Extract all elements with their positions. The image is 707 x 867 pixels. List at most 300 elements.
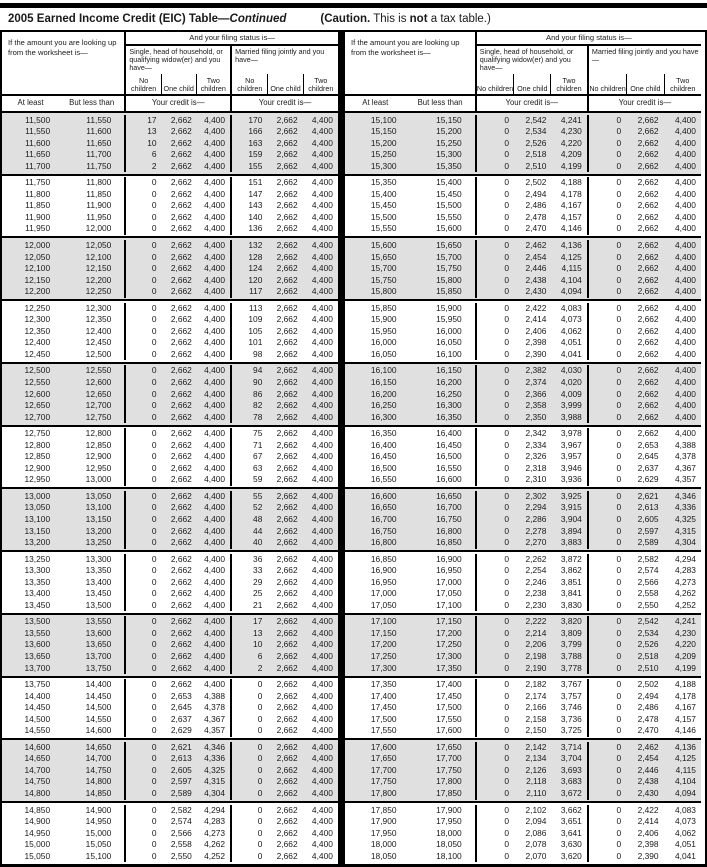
married-two-children-credit: 4,400	[311, 137, 333, 148]
caution-text2: a tax table.)	[427, 13, 491, 25]
single-two-children-credit: 4,400	[197, 349, 232, 361]
single-two-children-credit: 4,051	[551, 337, 588, 349]
but-less-than-value: 12,500	[59, 349, 126, 361]
but-less-than-value: 17,100	[406, 600, 477, 612]
married-one-child-credit: 2,662	[276, 753, 298, 764]
married-no-children-credit: 0	[616, 451, 622, 462]
single-one-child-credit: 2,662	[170, 114, 192, 125]
single-one-child-credit: 2,214	[525, 627, 547, 638]
married-two-children-credit: 4,400	[311, 850, 333, 861]
but-less-than-value: 13,500	[59, 600, 126, 612]
single-one-child-credit: 2,102	[525, 804, 547, 815]
single-two-children-credit: 3,799	[551, 639, 588, 651]
married-two-children-credit: 4,125	[674, 753, 696, 764]
married-two-children-credit: 4,400	[311, 411, 333, 422]
married-no-children-credit: 0	[257, 839, 263, 850]
married-no-children-credit: 136	[248, 223, 263, 234]
single-two-children-credit: 4,357	[197, 725, 232, 737]
single-no-children-credit: 0	[504, 599, 510, 610]
single-one-child-credit: 2,662	[170, 588, 192, 599]
at-least-value: 16,800	[370, 537, 397, 548]
married-two-children-credit: 4,400	[311, 251, 333, 262]
single-no-children-credit: 0	[504, 325, 510, 336]
single-two-children-credit: 4,146	[551, 223, 588, 235]
married-two-children-credit: 4,400	[674, 286, 696, 297]
married-two-children-credit: 4,136	[674, 741, 696, 752]
single-two-children-credit: 4,400	[197, 126, 232, 138]
married-one-child-credit: 2,662	[276, 274, 298, 285]
married-no-children-credit: 0	[616, 576, 622, 587]
right-subheader-row	[345, 94, 701, 113]
but-less-than-header: But less than	[59, 96, 126, 111]
but-less-than-value: 15,900	[406, 303, 477, 315]
single-no-children-credit: 0	[504, 263, 510, 274]
row-group	[2, 174, 338, 237]
table-row	[2, 742, 338, 754]
single-two-children-credit: 4,400	[197, 600, 232, 612]
single-two-children-credit: 3,820	[551, 616, 588, 628]
table-row	[345, 839, 701, 851]
single-two-children-credit: 4,125	[551, 252, 588, 264]
single-one-child-credit: 2,254	[525, 565, 547, 576]
single-two-children-credit: 4,400	[197, 565, 232, 577]
married-two-children-credit: 4,400	[674, 223, 696, 234]
but-less-than-value: 15,150	[406, 115, 477, 127]
married-one-child-credit: 2,662	[276, 177, 298, 188]
left-subheader-row	[2, 94, 338, 113]
at-least-value: 13,750	[24, 679, 51, 690]
single-two-children-credit: 4,157	[551, 212, 588, 224]
married-one-child-credit: 2,662	[276, 348, 298, 359]
married-no-children-credit: 132	[248, 239, 263, 250]
col-header-two-children: Two children	[196, 74, 231, 94]
table-row	[2, 577, 338, 589]
but-less-than-value: 17,400	[406, 679, 477, 691]
married-one-child-credit: 2,398	[637, 839, 659, 850]
married-one-child-credit: 2,662	[276, 137, 298, 148]
at-least-value: 12,750	[24, 428, 51, 439]
married-no-children-credit: 113	[249, 302, 263, 313]
at-least-value: 12,600	[24, 388, 51, 399]
married-subcolumns	[232, 74, 338, 94]
single-no-children-credit: 0	[151, 713, 157, 724]
single-one-child-credit: 2,118	[526, 776, 547, 787]
at-least-value: 17,700	[370, 764, 397, 775]
married-two-children-credit: 4,400	[674, 400, 696, 411]
married-one-child-credit: 2,662	[637, 302, 659, 313]
single-two-children-credit: 3,778	[551, 663, 588, 675]
single-no-children-credit: 0	[151, 725, 157, 736]
at-least-value: 13,450	[24, 599, 51, 610]
single-one-child-credit: 2,662	[170, 639, 192, 650]
single-no-children-credit: 0	[504, 137, 510, 148]
at-least-value: 16,750	[370, 525, 397, 536]
table-row	[345, 765, 701, 777]
single-one-child-credit: 2,190	[525, 662, 547, 673]
single-desc: Single, head of household, or qualifying widow(er) and you have—	[129, 47, 223, 73]
single-one-child-credit: 2,662	[170, 388, 192, 399]
single-two-children-credit: 4,009	[551, 389, 588, 401]
married-no-children-credit: 13	[253, 627, 263, 638]
table-row	[345, 828, 701, 840]
married-two-children-credit: 4,400	[674, 428, 696, 439]
single-no-children-credit: 0	[151, 348, 157, 359]
married-two-children-credit: 4,400	[674, 177, 696, 188]
married-one-child-credit: 2,662	[276, 411, 298, 422]
married-two-children-credit: 4,400	[311, 160, 333, 171]
single-two-children-credit: 3,714	[551, 742, 588, 754]
single-no-children-credit: 0	[504, 114, 510, 125]
single-no-children-credit: 0	[151, 263, 157, 274]
single-two-children-credit: 3,641	[551, 828, 588, 840]
filing-groups	[126, 46, 338, 94]
married-one-child-credit: 2,662	[276, 451, 298, 462]
single-two-children-credit: 4,400	[197, 337, 232, 349]
at-least-value: 12,950	[24, 474, 51, 485]
at-least-value: 12,100	[24, 263, 51, 274]
married-two-children-credit: 4,400	[311, 302, 333, 313]
at-least-value: 17,950	[370, 827, 397, 838]
single-two-children-credit: 3,746	[551, 702, 588, 714]
single-no-children-credit: 0	[151, 753, 157, 764]
table-row	[2, 314, 338, 326]
table-row	[345, 691, 701, 703]
at-least-value: 16,450	[370, 451, 397, 462]
table-row	[345, 526, 701, 538]
married-no-children-credit: 0	[616, 679, 622, 690]
single-one-child-credit: 2,662	[170, 149, 192, 160]
single-two-children-credit: 3,788	[551, 651, 588, 663]
single-two-children-credit: 4,400	[197, 389, 232, 401]
single-one-child-credit: 2,390	[525, 348, 547, 359]
married-no-children-credit: 140	[248, 211, 263, 222]
at-least-value: 16,700	[370, 514, 397, 524]
but-less-than-value: 16,950	[406, 565, 477, 577]
but-less-than-value: 17,850	[406, 788, 477, 800]
married-no-children-credit: 33	[253, 565, 263, 576]
single-two-children-credit: 4,400	[197, 451, 232, 463]
col-header-one-child: One child	[161, 74, 196, 94]
married-one-child-credit: 2,662	[637, 274, 659, 285]
but-less-than-value: 13,450	[59, 588, 126, 600]
single-one-child-credit: 2,174	[525, 690, 547, 701]
left-table-body	[2, 113, 338, 864]
but-less-than-value: 16,200	[406, 377, 477, 389]
table-row	[2, 400, 338, 412]
table-row	[345, 577, 701, 589]
table-row	[345, 663, 701, 675]
single-one-child-credit: 2,662	[170, 177, 192, 188]
married-two-children-credit: 4,400	[311, 639, 333, 650]
married-one-child-credit: 2,534	[637, 627, 659, 638]
single-two-children-credit: 4,400	[197, 663, 232, 675]
lookup-amount-header: If the amount you are looking up from the worksheet is—	[345, 32, 477, 94]
but-less-than-value: 16,100	[406, 349, 477, 361]
single-two-children-credit: 3,904	[551, 514, 588, 526]
married-two-children-credit: 4,400	[311, 502, 333, 513]
married-one-child-credit: 2,662	[276, 302, 298, 313]
married-one-child-credit: 2,558	[637, 588, 659, 599]
married-two-children-credit: 4,400	[674, 263, 696, 274]
married-one-child-credit: 2,662	[276, 239, 298, 250]
single-two-children-credit: 3,841	[551, 588, 588, 600]
single-no-children-credit: 0	[151, 576, 157, 587]
married-one-child-credit: 2,662	[637, 337, 659, 348]
single-one-child-credit: 2,662	[170, 365, 192, 376]
single-no-children-credit: 0	[151, 337, 157, 348]
but-less-than-value: 15,500	[406, 200, 477, 212]
married-no-children-credit: 0	[257, 816, 263, 827]
married-no-children-credit: 59	[253, 474, 263, 485]
married-two-children-credit: 4,400	[674, 302, 696, 313]
married-two-children-credit: 4,400	[674, 274, 696, 285]
single-two-children-credit: 4,400	[197, 314, 232, 326]
table-row	[345, 788, 701, 800]
but-less-than-header: But less than	[406, 96, 477, 111]
married-no-children-credit: 0	[616, 827, 622, 838]
at-least-value: 12,450	[24, 348, 51, 359]
married-no-children-credit: 155	[248, 160, 263, 171]
table-row	[345, 161, 701, 173]
but-less-than-value: 14,500	[59, 702, 126, 714]
married-one-child-credit: 2,662	[276, 776, 298, 787]
at-least-value: 16,050	[370, 348, 397, 359]
col-header-two-children: Two children	[550, 74, 587, 94]
table-row	[345, 502, 701, 514]
at-least-value: 12,000	[24, 239, 51, 250]
but-less-than-value: 17,300	[406, 651, 477, 663]
married-no-children-credit: 0	[257, 679, 263, 690]
at-least-value: 15,350	[370, 177, 397, 188]
table-row	[345, 440, 701, 452]
single-no-children-credit: 17	[147, 114, 157, 125]
table-row	[345, 303, 701, 315]
table-row	[2, 526, 338, 538]
single-no-children-credit: 0	[151, 788, 157, 799]
married-one-child-credit: 2,662	[276, 337, 298, 348]
table-row	[345, 491, 701, 503]
but-less-than-value: 15,750	[406, 263, 477, 275]
at-least-value: 16,000	[370, 337, 397, 348]
title-bar	[0, 3, 707, 32]
married-two-children-credit: 4,400	[311, 400, 333, 411]
at-least-value: 15,200	[370, 137, 397, 148]
single-no-children-credit: 0	[151, 365, 157, 376]
but-less-than-value: 11,550	[59, 115, 126, 127]
at-least-value: 17,600	[370, 741, 397, 752]
single-one-child-credit: 2,662	[170, 627, 192, 638]
at-least-value: 13,400	[24, 588, 51, 599]
married-two-children-credit: 4,400	[311, 239, 333, 250]
single-one-child-credit: 2,662	[170, 514, 192, 524]
married-no-children-credit: 2	[257, 662, 263, 673]
single-one-child-credit: 2,662	[170, 376, 192, 387]
married-no-children-credit: 0	[616, 239, 622, 250]
but-less-than-value: 16,800	[406, 526, 477, 538]
table-row	[345, 651, 701, 663]
married-two-children-credit: 4,400	[311, 325, 333, 336]
page-title-text: 2005 Earned Income Credit (EIC) Table—	[8, 13, 230, 25]
table-row	[345, 816, 701, 828]
single-one-child-credit: 2,629	[170, 725, 192, 736]
married-two-children-credit: 4,400	[311, 553, 333, 564]
married-no-children-credit: 0	[616, 149, 622, 160]
col-header-no-children: No children	[476, 84, 514, 93]
at-least-value: 15,250	[370, 149, 397, 160]
single-no-children-credit: 0	[504, 400, 510, 411]
married-one-child-credit: 2,662	[276, 388, 298, 399]
single-two-children-credit: 4,400	[197, 223, 232, 235]
married-one-child-credit: 2,662	[276, 263, 298, 274]
single-two-children-credit: 3,999	[551, 400, 588, 412]
single-no-children-credit: 13	[147, 126, 157, 137]
single-no-children-credit: 0	[504, 627, 510, 638]
single-no-children-credit: 0	[151, 302, 157, 313]
married-one-child-credit: 2,662	[276, 741, 298, 752]
married-one-child-credit: 2,653	[637, 439, 659, 450]
single-one-child-credit: 2,358	[525, 400, 547, 411]
married-one-child-credit: 2,662	[276, 525, 298, 536]
at-least-value: 15,650	[370, 251, 397, 262]
married-no-children-credit: 0	[616, 337, 622, 348]
married-two-children-credit: 4,400	[311, 514, 333, 524]
married-one-child-credit: 2,662	[276, 788, 298, 799]
but-less-than-value: 11,900	[59, 200, 126, 212]
married-two-children-credit: 4,400	[311, 462, 333, 473]
but-less-than-value: 15,600	[406, 223, 477, 235]
married-no-children-credit: 128	[248, 251, 263, 262]
single-one-child-credit: 2,662	[170, 553, 192, 564]
at-least-value: 11,950	[25, 223, 51, 234]
caution-note	[320, 13, 490, 25]
at-least-value: 17,500	[370, 713, 397, 724]
single-no-children-credit: 0	[151, 274, 157, 285]
table-row	[345, 474, 701, 486]
married-one-child-credit: 2,662	[276, 576, 298, 587]
single-one-child-credit: 2,662	[170, 200, 192, 211]
but-less-than-value: 12,750	[59, 412, 126, 424]
single-two-children-credit: 4,167	[551, 200, 588, 212]
married-one-child-credit: 2,662	[276, 702, 298, 713]
married-two-children-credit: 4,252	[674, 599, 696, 610]
married-two-children-credit: 4,400	[674, 188, 696, 199]
but-less-than-value: 16,250	[406, 389, 477, 401]
filing-status-header: And your filing status is—	[477, 32, 701, 46]
married-two-children-credit: 4,220	[674, 639, 696, 650]
single-one-child-credit: 2,438	[525, 274, 547, 285]
col-header-one-child: One child	[267, 74, 302, 94]
single-no-children-credit: 0	[504, 314, 510, 325]
married-one-child-credit: 2,662	[276, 188, 298, 199]
married-one-child-credit: 2,582	[637, 553, 659, 564]
married-no-children-credit: 147	[248, 188, 263, 199]
single-no-children-credit: 0	[504, 286, 510, 297]
single-no-children-credit: 0	[504, 741, 510, 752]
at-least-value: 17,550	[370, 725, 397, 736]
single-two-children-credit: 4,400	[197, 474, 232, 486]
married-two-children-credit: 4,283	[674, 565, 696, 576]
col-header-one-child: One child	[626, 74, 663, 94]
single-no-children-credit: 0	[151, 651, 157, 662]
table-row	[345, 365, 701, 377]
married-no-children-credit: 48	[253, 514, 263, 524]
married-one-child-credit: 2,462	[637, 741, 659, 752]
at-least-value: 16,950	[370, 576, 397, 587]
married-one-child-credit: 2,438	[637, 776, 659, 787]
but-less-than-value: 11,850	[59, 189, 126, 201]
at-least-value: 17,350	[370, 679, 397, 690]
married-no-children-credit: 86	[253, 388, 263, 399]
single-no-children-credit: 0	[504, 239, 510, 250]
single-one-child-credit: 2,662	[170, 126, 192, 137]
single-two-children-credit: 4,400	[197, 537, 232, 549]
single-no-children-credit: 0	[151, 490, 157, 501]
single-no-children-credit: 0	[151, 325, 157, 336]
married-two-children-credit: 4,400	[311, 804, 333, 815]
married-no-children-credit: 105	[248, 325, 263, 336]
single-one-child-credit: 2,605	[170, 764, 192, 775]
married-no-children-credit: 75	[253, 428, 263, 439]
married-no-children-credit: 151	[248, 177, 263, 188]
table-row	[2, 588, 338, 600]
single-two-children-credit: 4,400	[197, 138, 232, 150]
at-least-value: 11,750	[25, 177, 51, 188]
single-no-children-credit: 0	[504, 816, 510, 827]
single-two-children-credit: 4,209	[551, 149, 588, 161]
at-least-value: 14,600	[24, 741, 51, 752]
married-two-children-credit: 4,400	[311, 741, 333, 752]
married-one-child-credit: 2,566	[637, 576, 659, 587]
at-least-value: 13,100	[24, 514, 51, 524]
table-row	[345, 600, 701, 612]
married-two-children-credit: 4,400	[311, 177, 333, 188]
single-two-children-credit: 4,400	[197, 161, 232, 173]
row-group	[2, 738, 338, 801]
married-one-child-credit: 2,662	[276, 376, 298, 387]
table-row	[345, 616, 701, 628]
table-row	[2, 639, 338, 651]
but-less-than-value: 13,200	[59, 526, 126, 538]
married-two-children-credit: 4,400	[311, 827, 333, 838]
table-row	[345, 742, 701, 754]
but-less-than-value: 12,600	[59, 377, 126, 389]
table-row	[2, 412, 338, 424]
married-one-child-credit: 2,662	[637, 200, 659, 211]
single-one-child-credit: 2,262	[525, 553, 547, 564]
table-row	[2, 365, 338, 377]
single-subcolumns	[477, 74, 587, 94]
table-row	[345, 389, 701, 401]
married-one-child-credit: 2,662	[637, 376, 659, 387]
but-less-than-value: 16,000	[406, 326, 477, 338]
married-no-children-credit: 0	[257, 753, 263, 764]
table-row	[2, 600, 338, 612]
at-least-value: 15,100	[370, 114, 397, 125]
married-two-children-credit: 4,094	[674, 788, 696, 799]
married-two-children-credit: 4,400	[674, 388, 696, 399]
right-table-body	[345, 113, 701, 864]
table-row	[2, 725, 338, 737]
but-less-than-value: 15,050	[59, 839, 126, 851]
single-two-children-credit: 3,915	[551, 502, 588, 514]
married-no-children-credit: 0	[616, 741, 622, 752]
single-two-children-credit: 3,767	[551, 679, 588, 691]
col-header-two-children: Two children	[303, 74, 338, 94]
single-two-children-credit: 4,400	[197, 502, 232, 514]
single-no-children-credit: 0	[151, 662, 157, 673]
your-credit-header-married: Your credit is—	[618, 98, 672, 107]
page-title	[8, 13, 286, 25]
